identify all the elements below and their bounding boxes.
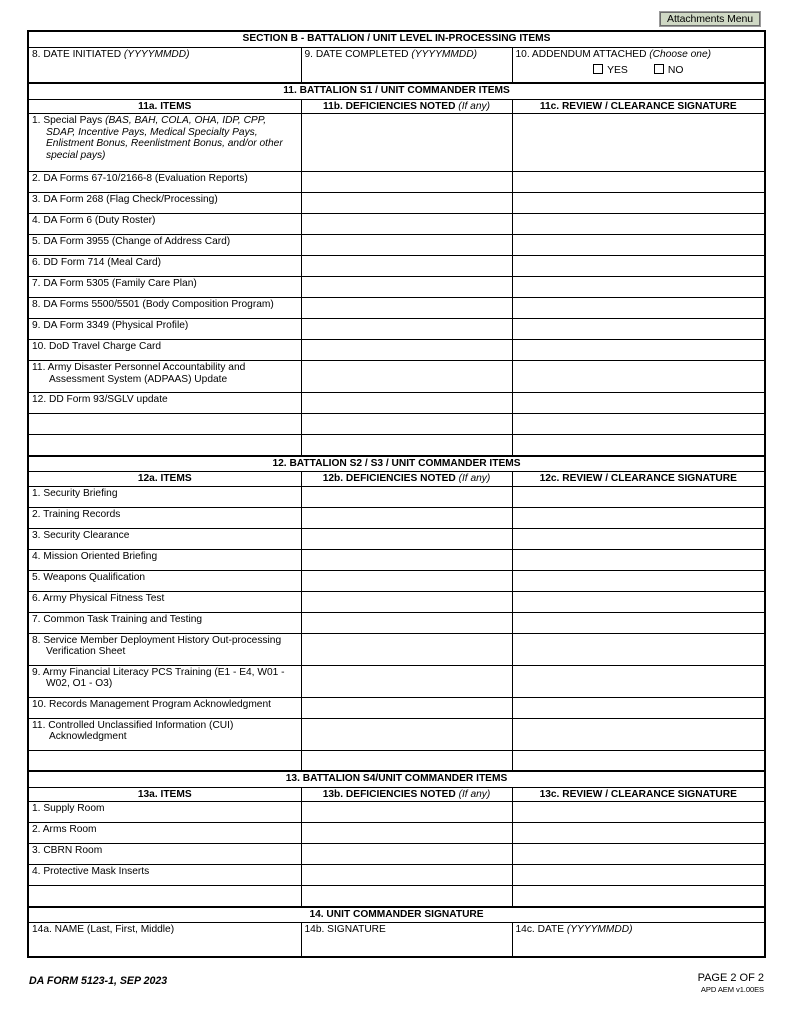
table-row — [28, 865, 765, 886]
addendum-checkbox-group — [516, 64, 762, 77]
section-12-item-review-cell[interactable] — [512, 633, 765, 665]
item-text: 2. DA Forms 67-10/2166-8 (Evaluation Reports) — [32, 173, 248, 185]
section-11-item-label — [28, 361, 301, 393]
section-13-item-review-cell[interactable] — [512, 844, 765, 865]
section-12-col-deficiencies-header: 12b. DEFICIENCIES NOTED (If any) — [301, 472, 512, 487]
item-text: 1. Special Pays (BAS, BAH, COLA, OHA, IDP, CPP, SDAP, Incentive Pays, Medical Specialty Pays, Enlistment Bonus, Reenlistment Bonus, and/or other special pays) — [32, 115, 283, 161]
item-text: 3. Security Clearance — [32, 529, 130, 541]
table-row — [28, 256, 765, 277]
section-11-item-label — [28, 235, 301, 256]
table-row — [28, 507, 765, 528]
section-12-item-label — [28, 633, 301, 665]
table-row — [28, 319, 765, 340]
table-row — [28, 235, 765, 256]
item-text: 2. Training Records — [32, 508, 121, 520]
section-11-item-deficiencies-cell[interactable] — [301, 298, 512, 319]
section-12-item-review-cell[interactable] — [512, 507, 765, 528]
section-11-item-label — [28, 114, 301, 172]
section-13-item-deficiencies-cell[interactable] — [301, 802, 512, 823]
table-row — [28, 393, 765, 414]
section-11-item-review-cell[interactable] — [512, 340, 765, 361]
attachments-menu-button[interactable]: Attachments Menu — [660, 12, 760, 26]
section-12-band-row — [28, 456, 765, 472]
addendum-choose-hint: (Choose one) — [649, 48, 712, 60]
section-11-blank-item-cell[interactable] — [28, 435, 301, 456]
section-12-item-deficiencies-cell[interactable] — [301, 507, 512, 528]
section-12-item-label — [28, 697, 301, 718]
section-11-item-deficiencies-cell[interactable] — [301, 277, 512, 298]
table-row — [28, 549, 765, 570]
date-completed-format-hint: (YYYYMMDD) — [411, 48, 477, 60]
table-row — [28, 361, 765, 393]
section-13-col-deficiencies-hint: (If any) — [458, 788, 491, 800]
section-14-signature-row — [28, 923, 765, 957]
section-12-item-deficiencies-cell[interactable] — [301, 697, 512, 718]
section-12-item-deficiencies-cell[interactable] — [301, 718, 512, 750]
table-row — [28, 802, 765, 823]
item-text: 2. Arms Room — [32, 824, 97, 836]
section-12-col-items-header: 12a. ITEMS — [28, 472, 301, 487]
section-11-item-label — [28, 340, 301, 361]
item-text: 9. DA Form 3349 (Physical Profile) — [32, 320, 189, 332]
section-13-column-header-row — [28, 787, 765, 802]
section-13-col-deficiencies-header: 13b. DEFICIENCIES NOTED (If any) — [301, 787, 512, 802]
section-13-item-review-cell[interactable] — [512, 823, 765, 844]
table-row — [28, 214, 765, 235]
table-row — [28, 612, 765, 633]
section-11-item-review-cell[interactable] — [512, 256, 765, 277]
item-text: 10. Records Management Program Acknowledgment — [32, 698, 271, 710]
table-row — [28, 277, 765, 298]
commander-date-format-hint: (YYYYMMDD) — [566, 924, 633, 936]
section-11-blank-review-cell[interactable] — [512, 414, 765, 435]
section-12-item-deficiencies-cell[interactable] — [301, 591, 512, 612]
table-row — [28, 340, 765, 361]
section-11-item-deficiencies-cell[interactable] — [301, 114, 512, 172]
section-12-blank-deficiencies-cell[interactable] — [301, 750, 512, 771]
item-text: 6. DD Form 714 (Meal Card) — [32, 257, 162, 269]
section-11-item-deficiencies-cell[interactable] — [301, 193, 512, 214]
section-12-item-review-cell[interactable] — [512, 697, 765, 718]
section-11-item-review-cell[interactable] — [512, 193, 765, 214]
section-14-band: 14. UNIT COMMANDER SIGNATURE — [28, 907, 765, 923]
section-13-item-deficiencies-cell[interactable] — [301, 823, 512, 844]
table-row — [28, 718, 765, 750]
item-text: 7. DA Form 5305 (Family Care Plan) — [32, 278, 197, 290]
item-text: 10. DoD Travel Charge Card — [32, 341, 162, 353]
commander-signature-field[interactable]: 14b. SIGNATURE — [301, 923, 512, 957]
table-row-blank — [28, 750, 765, 771]
table-row — [28, 486, 765, 507]
section-13-blank-review-cell[interactable] — [512, 886, 765, 907]
item-text: 7. Common Task Training and Testing — [32, 613, 203, 625]
date-initiated-format-hint: (YYYYMMDD) — [123, 48, 190, 60]
section-11-blank-review-cell[interactable] — [512, 435, 765, 456]
section-12-item-label — [28, 549, 301, 570]
section-12-item-review-cell[interactable] — [512, 570, 765, 591]
section-11-item-deficiencies-cell[interactable] — [301, 214, 512, 235]
section-11-item-deficiencies-cell[interactable] — [301, 235, 512, 256]
section-12-item-label — [28, 570, 301, 591]
page-number-label: PAGE 2 OF 2 — [697, 972, 764, 984]
item-text: 6. Army Physical Fitness Test — [32, 592, 165, 604]
section-11-item-deficiencies-cell[interactable] — [301, 340, 512, 361]
commander-date-field[interactable]: 14c. DATE (YYYYMMDD) — [512, 923, 765, 957]
section-12-item-label — [28, 718, 301, 750]
section-12-item-deficiencies-cell[interactable] — [301, 612, 512, 633]
in-processing-table — [27, 30, 766, 958]
item-text: 11. Controlled Unclassified Information (CUI) Acknowledgment — [32, 719, 234, 743]
section-11-item-deficiencies-cell[interactable] — [301, 319, 512, 340]
table-row — [28, 298, 765, 319]
section-12-item-deficiencies-cell[interactable] — [301, 486, 512, 507]
table-row — [28, 633, 765, 665]
section-11-item-label — [28, 256, 301, 277]
section-12-item-deficiencies-cell[interactable] — [301, 633, 512, 665]
section-12-band: 12. BATTALION S2 / S3 / UNIT COMMANDER ITEMS — [28, 456, 765, 472]
section-14-band-row — [28, 907, 765, 923]
section-11-item-review-cell[interactable] — [512, 277, 765, 298]
addendum-yes-label: YES — [607, 65, 628, 77]
section-12-item-label — [28, 665, 301, 697]
section-13-band-row — [28, 771, 765, 787]
commander-name-field[interactable]: 14a. NAME (Last, First, Middle) — [28, 923, 301, 957]
section-11-item-label — [28, 214, 301, 235]
item-text: 4. Protective Mask Inserts — [32, 866, 150, 878]
section-11-item-deficiencies-cell[interactable] — [301, 172, 512, 193]
addendum-attached-field: 10. ADDENDUM ATTACHED (Choose one) YES NO — [512, 47, 765, 83]
item-text: 3. DA Form 268 (Flag Check/Processing) — [32, 194, 218, 206]
section-11-item-review-cell[interactable] — [512, 361, 765, 393]
footer-page-block — [698, 972, 764, 994]
table-row — [28, 665, 765, 697]
section-b-fields-row — [28, 47, 765, 83]
section-11-item-label — [28, 172, 301, 193]
section-13-col-review-header: 13c. REVIEW / CLEARANCE SIGNATURE — [512, 787, 765, 802]
section-11-item-label — [28, 298, 301, 319]
section-11-col-deficiencies-hint: (If any) — [458, 100, 490, 112]
section-13-item-deficiencies-cell[interactable] — [301, 844, 512, 865]
section-b-band: SECTION B - BATTALION / UNIT LEVEL IN-PROCESSING ITEMS — [28, 31, 765, 47]
date-completed-field[interactable]: 9. DATE COMPLETED (YYYYMMDD) — [301, 47, 512, 83]
section-11-item-review-cell[interactable] — [512, 298, 765, 319]
section-11-band: 11. BATTALION S1 / UNIT COMMANDER ITEMS — [28, 83, 765, 99]
section-12-item-deficiencies-cell[interactable] — [301, 570, 512, 591]
section-11-item-label — [28, 393, 301, 414]
section-11-item-label — [28, 319, 301, 340]
section-11-blank-item-cell[interactable] — [28, 414, 301, 435]
section-11-col-review-header: 11c. REVIEW / CLEARANCE SIGNATURE — [512, 99, 765, 114]
section-13-blank-item-cell[interactable] — [28, 886, 301, 907]
section-12-item-review-cell[interactable] — [512, 486, 765, 507]
section-11-item-review-cell[interactable] — [512, 214, 765, 235]
section-12-item-deficiencies-cell[interactable] — [301, 549, 512, 570]
section-13-item-review-cell[interactable] — [512, 865, 765, 886]
section-11-item-deficiencies-cell[interactable] — [301, 256, 512, 277]
section-11-item-review-cell[interactable] — [512, 172, 765, 193]
table-row-blank — [28, 886, 765, 907]
table-row — [28, 697, 765, 718]
section-13-col-items-header: 13a. ITEMS — [28, 787, 301, 802]
section-12-item-label — [28, 591, 301, 612]
section-12-item-label — [28, 612, 301, 633]
section-13-item-review-cell[interactable] — [512, 802, 765, 823]
section-11-item-review-cell[interactable] — [512, 393, 765, 414]
form-body — [27, 30, 764, 958]
table-row — [28, 528, 765, 549]
section-13-item-label — [28, 865, 301, 886]
item-text: 5. DA Form 3955 (Change of Address Card) — [32, 236, 231, 248]
section-13-item-label — [28, 823, 301, 844]
section-13-item-deficiencies-cell[interactable] — [301, 865, 512, 886]
section-12-item-review-cell[interactable] — [512, 718, 765, 750]
item-text: 5. Weapons Qualification — [32, 571, 146, 583]
item-text: 11. Army Disaster Personnel Accountability and Assessment System (ADPAAS) Update — [32, 362, 246, 385]
section-12-blank-review-cell[interactable] — [512, 750, 765, 771]
section-11-band-row — [28, 83, 765, 99]
item-text: 4. DA Form 6 (Duty Roster) — [32, 215, 156, 227]
table-row — [28, 193, 765, 214]
form-table-body — [28, 31, 765, 957]
item-text: 1. Security Briefing — [32, 487, 118, 499]
section-13-band: 13. BATTALION S4/UNIT COMMANDER ITEMS — [28, 771, 765, 787]
table-row-blank — [28, 414, 765, 435]
section-12-column-header-row — [28, 472, 765, 487]
item-text: 3. CBRN Room — [32, 845, 103, 857]
table-row — [28, 844, 765, 865]
table-row — [28, 114, 765, 172]
item-text: 8. Service Member Deployment History Out-processing Verification Sheet — [32, 634, 282, 658]
section-11-item-label — [28, 277, 301, 298]
section-12-item-label — [28, 507, 301, 528]
section-11-blank-deficiencies-cell[interactable] — [301, 414, 512, 435]
addendum-yes-checkbox[interactable] — [593, 64, 603, 74]
table-row — [28, 172, 765, 193]
section-12-item-review-cell[interactable] — [512, 549, 765, 570]
form-id-label: DA FORM 5123-1, SEP 2023 — [29, 975, 168, 987]
section-11-col-items-header: 11a. ITEMS — [28, 99, 301, 114]
section-12-item-review-cell[interactable] — [512, 591, 765, 612]
section-11-col-deficiencies-header: 11b. DEFICIENCIES NOTED (If any) — [301, 99, 512, 114]
section-12-item-label — [28, 528, 301, 549]
table-row-blank — [28, 435, 765, 456]
item-text: 4. Mission Oriented Briefing — [32, 550, 158, 562]
section-12-item-review-cell[interactable] — [512, 528, 765, 549]
section-12-item-deficiencies-cell[interactable] — [301, 665, 512, 697]
addendum-no-label: NO — [667, 65, 684, 77]
section-11-item-review-cell[interactable] — [512, 235, 765, 256]
item-text-italic: (BAS, BAH, COLA, OHA, IDP, CPP, SDAP, Incentive Pays, Medical Specialty Pays, Enlistment Bonus, Reenlistment Bonus, and/or other special pays) — [46, 115, 283, 161]
section-12-col-deficiencies-hint: (If any) — [458, 473, 491, 485]
section-11-item-review-cell[interactable] — [512, 114, 765, 172]
section-11-item-deficiencies-cell[interactable] — [301, 393, 512, 414]
table-row — [28, 823, 765, 844]
table-row — [28, 570, 765, 591]
section-13-item-label — [28, 802, 301, 823]
section-11-column-header-row — [28, 99, 765, 114]
apd-version-label: APD AEM v1.00ES — [700, 985, 764, 994]
section-12-item-label — [28, 486, 301, 507]
section-13-blank-deficiencies-cell[interactable] — [301, 886, 512, 907]
section-12-item-review-cell[interactable] — [512, 612, 765, 633]
table-row — [28, 591, 765, 612]
item-text: 9. Army Financial Literacy PCS Training (E1 - E4, W01 - W02, O1 - O3) — [32, 666, 285, 690]
section-11-item-deficiencies-cell[interactable] — [301, 361, 512, 393]
addendum-no-checkbox[interactable] — [654, 64, 664, 74]
section-b-band-row — [28, 31, 765, 47]
section-12-blank-item-cell[interactable] — [28, 750, 301, 771]
date-initiated-field[interactable]: 8. DATE INITIATED (YYYYMMDD) — [28, 47, 301, 83]
section-11-blank-deficiencies-cell[interactable] — [301, 435, 512, 456]
section-13-item-label — [28, 844, 301, 865]
section-12-col-review-header: 12c. REVIEW / CLEARANCE SIGNATURE — [512, 472, 765, 487]
section-11-item-label — [28, 193, 301, 214]
item-text: 1. Supply Room — [32, 803, 105, 815]
attachments-menu-bar — [660, 9, 760, 23]
section-11-item-review-cell[interactable] — [512, 319, 765, 340]
section-12-item-deficiencies-cell[interactable] — [301, 528, 512, 549]
item-text: 12. DD Form 93/SGLV update — [32, 394, 168, 406]
item-text: 8. DA Forms 5500/5501 (Body Composition Program) — [32, 299, 274, 311]
section-12-item-review-cell[interactable] — [512, 665, 765, 697]
